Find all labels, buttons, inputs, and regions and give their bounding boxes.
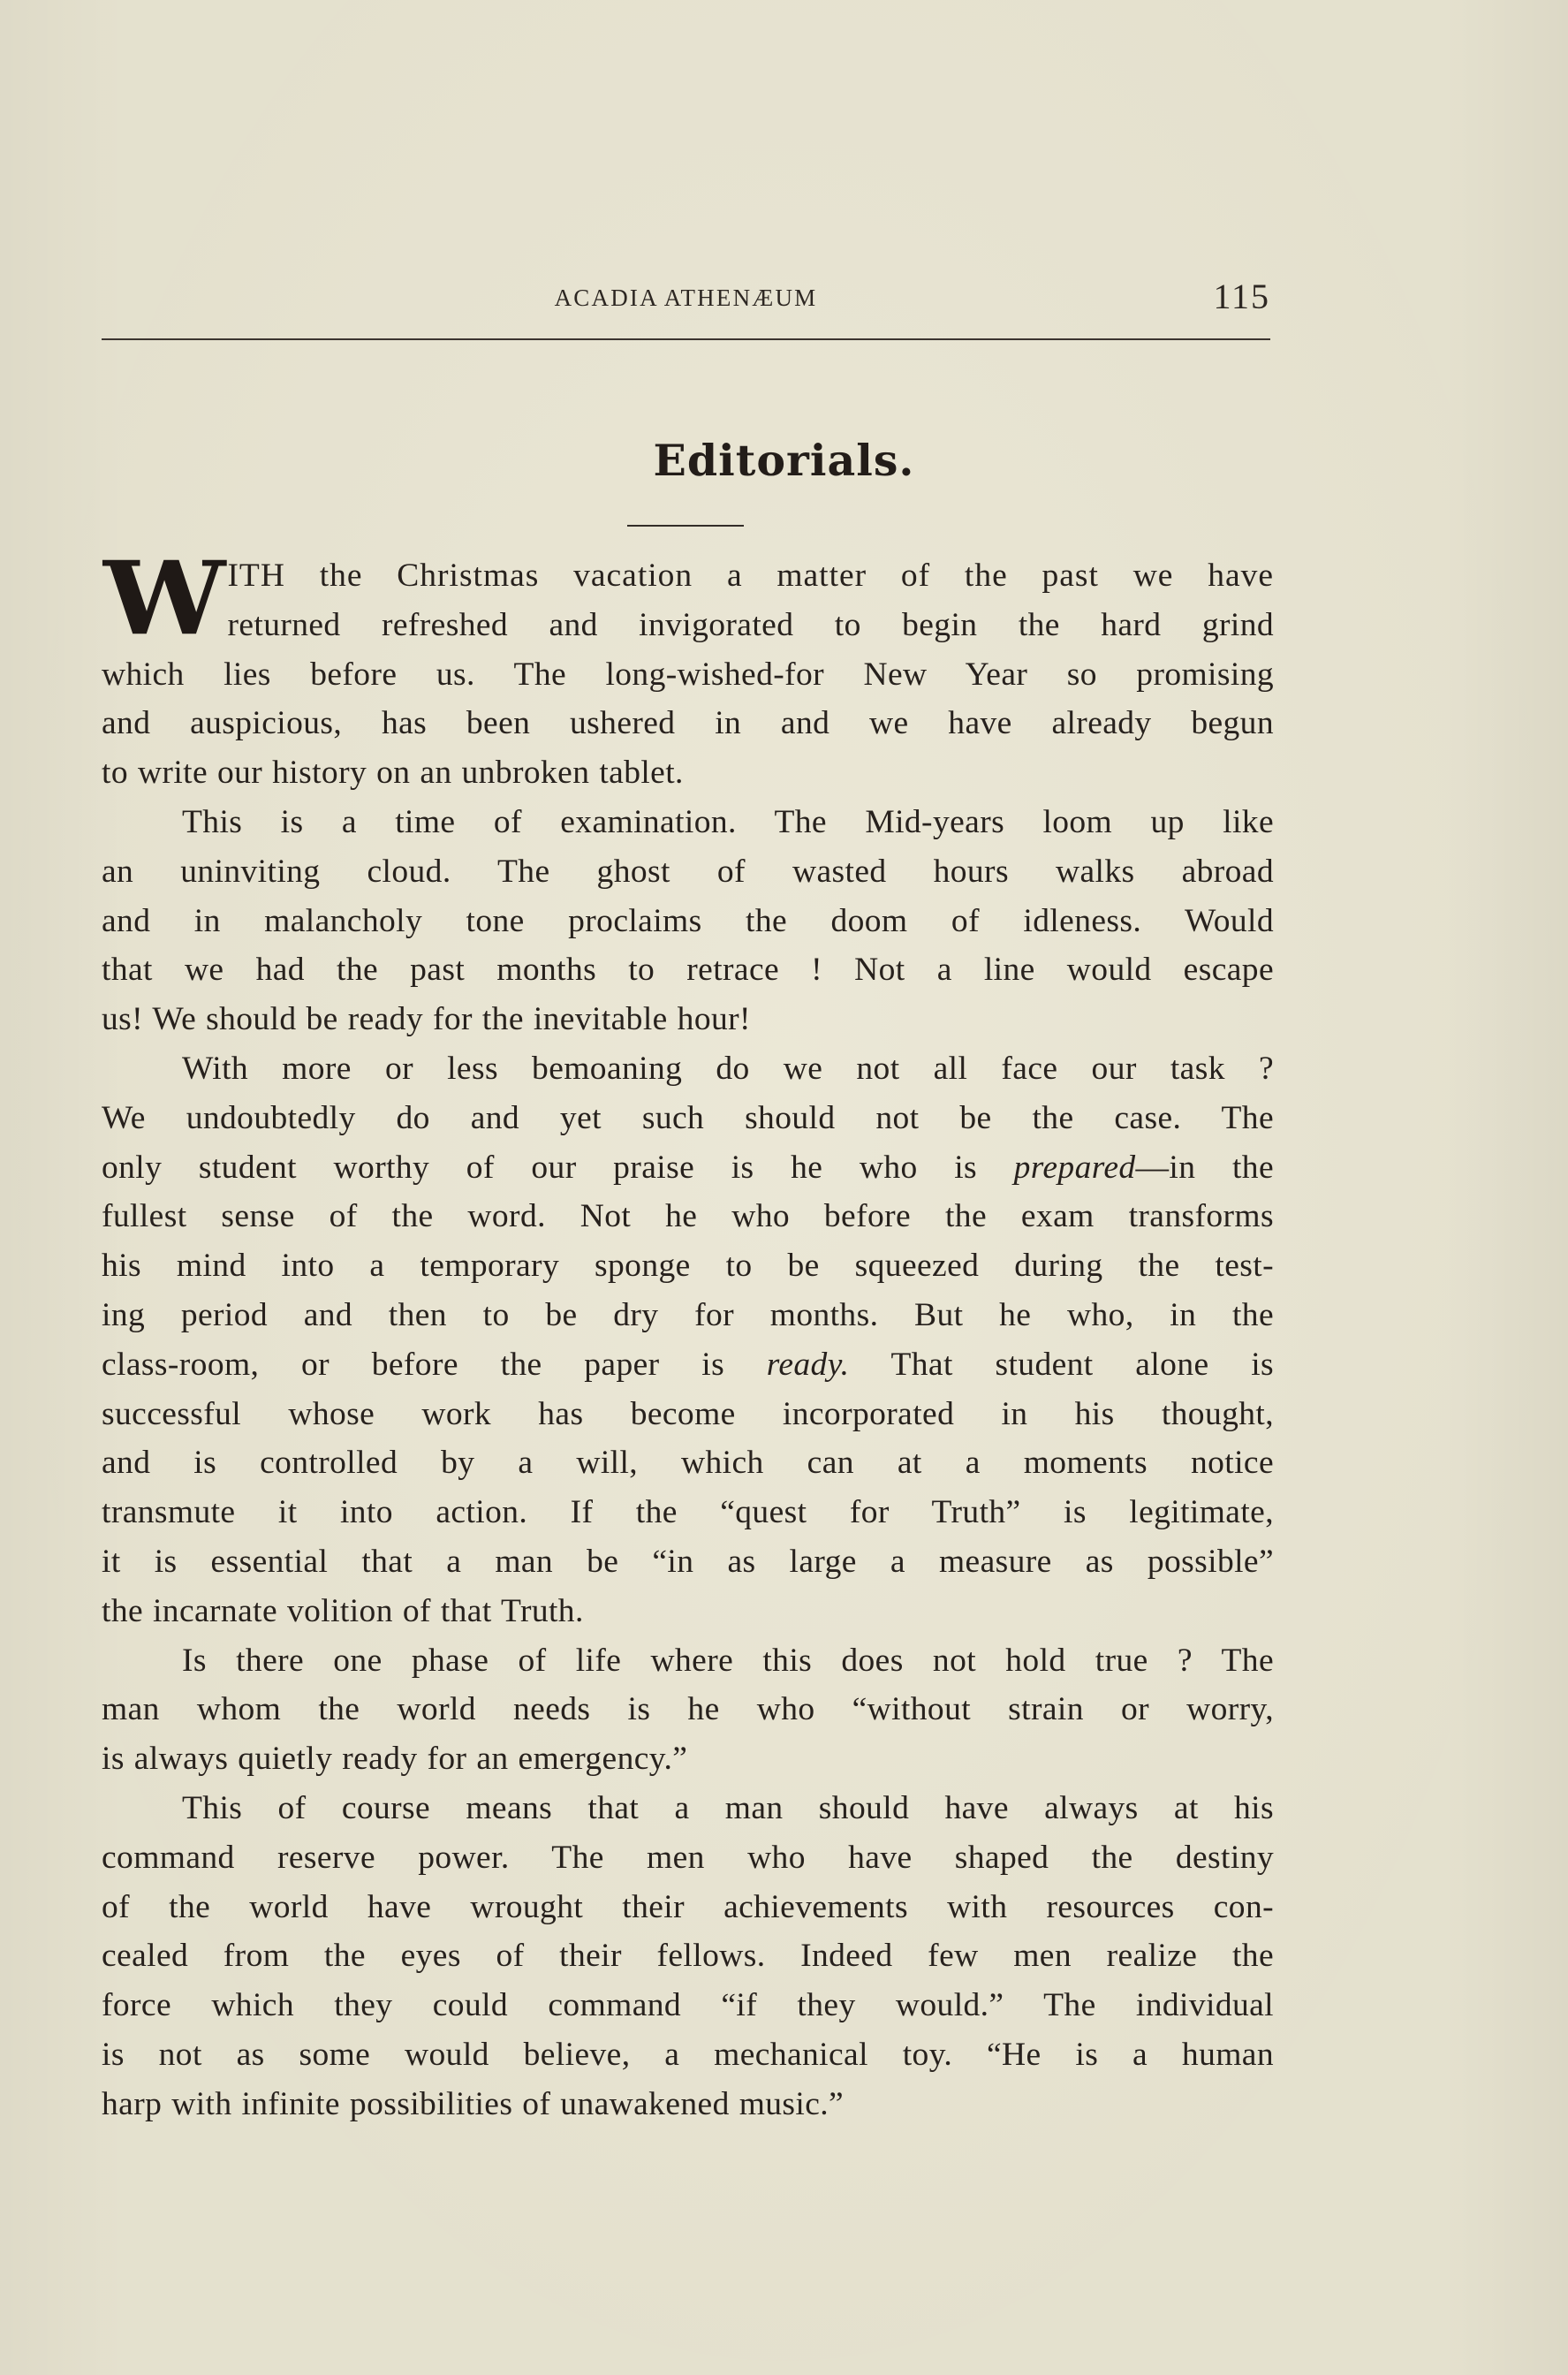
- paragraph-1-line-1: ITH the Christmas vacation a matter of the past we have: [227, 558, 1274, 594]
- paragraph-1-line-2: returned refreshed and invigorated to begin the hard grind: [227, 606, 1274, 643]
- paragraph-1-line-3: which lies before us. The long-wished-for New Year so promising: [102, 656, 1274, 693]
- paragraph-5-line-6: is not as some would believe, a mechanical toy. “He is a human: [102, 2036, 1274, 2073]
- paragraph-3-line-1: With more or less bemoaning do we not all face our task ?: [182, 1050, 1274, 1087]
- paragraph-5: [102, 1784, 1274, 2129]
- paragraph-3-line-3: [102, 1143, 1274, 1193]
- paragraph-2-line-5: us! We should be ready for the inevitable hour!: [102, 1001, 751, 1038]
- paragraph-3-line-7: [102, 1340, 1274, 1390]
- paragraph-3-line-12: the incarnate volition of that Truth.: [102, 1592, 584, 1629]
- paragraph-5-line-3: of the world have wrought their achievements with resources con-: [102, 1888, 1274, 1925]
- paragraph-3-line-2: We undoubtedly do and yet such should not be the case. The: [102, 1099, 1274, 1136]
- paragraph-3-line-9: and is controlled by a will, which can at a moments notice: [102, 1445, 1274, 1482]
- paragraph-1-line-4: and auspicious, has been ushered in and we have already begun: [102, 705, 1274, 742]
- page-number: 115: [1213, 277, 1270, 316]
- paragraph-2-line-4: that we had the past months to retrace ! Not a line would escape: [102, 952, 1274, 989]
- paragraph-3-line-3-start: only student worthy of our praise is he who is: [102, 1149, 1014, 1186]
- paragraph-3-line-7-start: class-room, or before the paper is: [102, 1346, 767, 1383]
- paragraph-4: [102, 1636, 1274, 1784]
- title-rule: [627, 525, 744, 527]
- running-header: [102, 276, 1270, 329]
- paragraph-2: [102, 798, 1274, 1044]
- emphasis-prepared: prepared: [1013, 1149, 1136, 1186]
- paragraph-3: [102, 1044, 1274, 1636]
- paragraph-4-line-3: is always quietly ready for an emergency.”: [102, 1741, 688, 1778]
- paragraph-3-line-3-end: —in the: [1135, 1149, 1274, 1186]
- paragraph-3-line-7-end: That student alone is: [849, 1346, 1275, 1383]
- paragraph-5-line-2: command reserve power. The men who have shaped the destiny: [102, 1839, 1274, 1876]
- paragraph-4-line-2: man whom the world needs is he who “without strain or worry,: [102, 1691, 1274, 1728]
- drop-cap: W: [103, 539, 226, 657]
- paragraph-2-line-3: and in malancholy tone proclaims the doom of idleness. Would: [102, 902, 1274, 939]
- editorial-body: [102, 539, 1275, 2129]
- emphasis-ready: ready.: [766, 1346, 850, 1383]
- paragraph-3-line-4: fullest sense of the word. Not he who before the exam transforms: [102, 1198, 1274, 1235]
- paragraph-1: [102, 539, 1274, 798]
- paragraph-5-line-1: This of course means that a man should have always at his: [182, 1789, 1274, 1826]
- paragraph-4-line-1: Is there one phase of life where this does not hold true ? The: [182, 1642, 1274, 1679]
- journal-title: ACADIA ATHENÆUM: [554, 285, 818, 311]
- paragraph-5-line-4: cealed from the eyes of their fellows. Indeed few men realize the: [102, 1938, 1274, 1975]
- paragraph-2-line-1: This is a time of examination. The Mid-years loom up like: [182, 803, 1274, 840]
- paragraph-2-line-2: an uninviting cloud. The ghost of wasted hours walks abroad: [102, 853, 1274, 890]
- paragraph-3-line-8: successful whose work has become incorporated in his thought,: [102, 1395, 1274, 1432]
- paragraph-3-line-10: transmute it into action. If the “quest for Truth” is legitimate,: [102, 1494, 1274, 1531]
- paragraph-3-line-11: it is essential that a man be “in as large a measure as possible”: [102, 1543, 1274, 1580]
- header-rule: [102, 338, 1270, 340]
- paragraph-3-line-6: ing period and then to be dry for months. But he who, in the: [102, 1296, 1274, 1333]
- paragraph-3-line-5: his mind into a temporary sponge to be squeezed during the test-: [102, 1248, 1274, 1285]
- paragraph-5-line-7: harp with infinite possibilities of unawakened music.”: [102, 2085, 845, 2122]
- paragraph-1-line-5: to write our history on an unbroken tablet.: [102, 755, 684, 792]
- section-title: Editorials.: [653, 435, 915, 486]
- paragraph-5-line-5: force which they could command “if they would.” The individual: [102, 1987, 1274, 2024]
